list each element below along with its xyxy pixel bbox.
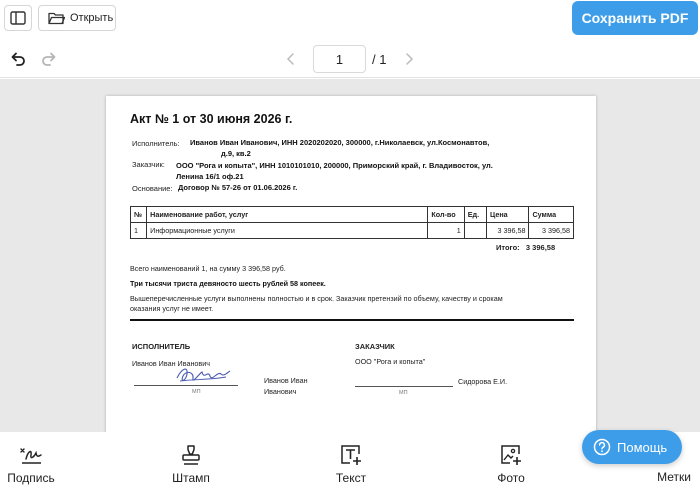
col-header-price: Цена xyxy=(487,207,529,223)
total-label: Итого: xyxy=(496,243,520,252)
customer-stamp-label: МП xyxy=(399,390,408,396)
page-toolbar xyxy=(0,40,700,78)
basis-label: Основание: xyxy=(132,184,173,193)
note-line2: оказания услуг не имеет. xyxy=(130,304,214,313)
tool-stamp-label: Штамп xyxy=(172,471,210,485)
services-table xyxy=(130,206,574,239)
folder-icon xyxy=(48,11,65,25)
page-number-input[interactable]: 1 xyxy=(313,45,366,73)
document-workspace[interactable] xyxy=(0,79,700,432)
contractor-short-name-line1: Иванов Иван xyxy=(264,376,308,385)
contractor-signature-name: Иванов Иван Иванович xyxy=(132,359,210,368)
tool-text-label: Текст xyxy=(335,471,367,485)
col-header-name: Наименование работ, услуг xyxy=(147,207,428,223)
tool-text[interactable] xyxy=(327,432,375,487)
col-header-number: № xyxy=(131,207,147,223)
cell-number: 1 xyxy=(131,223,147,239)
cell-sum: 3 396,58 xyxy=(529,223,574,239)
stamp-icon xyxy=(179,443,203,467)
help-icon xyxy=(593,438,611,456)
text-icon xyxy=(339,443,363,467)
cell-qty: 1 xyxy=(428,223,464,239)
cell-price: 3 396,58 xyxy=(487,223,529,239)
contractor-short-name-line2: Иванович xyxy=(264,387,297,396)
contractor-label: Исполнитель: xyxy=(132,139,180,148)
save-pdf-button[interactable]: Сохранить PDF xyxy=(572,1,698,35)
contractor-stamp-label: МП xyxy=(192,389,201,395)
table-header-row xyxy=(131,207,574,223)
document-page[interactable] xyxy=(106,96,596,432)
contractor-value-line2: д.9, кв.2 xyxy=(221,149,251,158)
top-bar xyxy=(0,0,700,40)
open-button[interactable] xyxy=(38,5,116,31)
col-header-sum: Сумма xyxy=(529,207,574,223)
customer-short-name: Сидорова Е.И. xyxy=(458,377,508,386)
photo-icon xyxy=(499,443,523,467)
signature-icon xyxy=(19,443,43,467)
chevron-right-icon[interactable] xyxy=(402,50,416,68)
page-total: / 1 xyxy=(372,52,387,67)
tool-marks-label: Метки xyxy=(657,470,691,484)
basis-value: Договор № 57-26 от 01.06.2026 г. xyxy=(178,183,298,192)
col-header-qty: Кол-во xyxy=(428,207,464,223)
tool-signature-label: Подпись xyxy=(7,471,55,485)
contractor-signature-line xyxy=(134,385,238,386)
col-header-unit: Ед. xyxy=(464,207,486,223)
contractor-value-line1: Иванов Иван Иванович, ИНН 2020202020, 300000, г.Николаевск, ул.Космонавтов, xyxy=(190,138,490,147)
sidebar-toggle-button[interactable] xyxy=(4,5,32,31)
redo-icon[interactable] xyxy=(40,51,58,67)
contractor-signature-heading: ИСПОЛНИТЕЛЬ xyxy=(132,342,191,351)
customer-signature-name: ООО "Рога и копыта" xyxy=(355,357,426,366)
summary-line: Всего наименований 1, на сумму 3 396,58 руб. xyxy=(130,264,286,273)
total-value: 3 396,58 xyxy=(525,243,556,252)
cell-name: Информационные услуги xyxy=(147,223,428,239)
tool-photo[interactable] xyxy=(487,432,535,487)
undo-icon[interactable] xyxy=(9,51,27,67)
total-line xyxy=(496,243,555,252)
cell-unit xyxy=(464,223,486,239)
chevron-left-icon[interactable] xyxy=(284,50,298,68)
sidebar-icon xyxy=(10,11,26,25)
tool-signature[interactable] xyxy=(7,432,55,487)
table-row xyxy=(131,223,574,239)
help-button[interactable] xyxy=(582,430,682,464)
tool-photo-label: Фото xyxy=(497,471,525,485)
note-line1: Вышеперечисленные услуги выполнены полностью и в срок. Заказчик претензий по объему, качеству и срокам xyxy=(130,294,503,303)
customer-signature-heading: ЗАКАЗЧИК xyxy=(355,342,395,351)
customer-value-line1: ООО "Рога и копыта", ИНН 1010101010, 200000, Приморский край, г. Владивосток, ул. xyxy=(176,161,493,170)
help-button-label: Помощь xyxy=(617,439,668,455)
document-title: Акт № 1 от 30 июня 2026 г. xyxy=(130,112,293,126)
customer-value-line2: Ленина 16/1 оф.21 xyxy=(176,172,244,181)
open-button-label: Открыть xyxy=(70,12,114,24)
tool-stamp[interactable] xyxy=(167,432,215,487)
divider xyxy=(130,319,574,321)
amount-in-words: Три тысячи триста девяносто шесть рублей 58 копеек. xyxy=(130,279,326,288)
customer-label: Заказчик: xyxy=(132,160,165,169)
customer-signature-line xyxy=(355,386,453,387)
